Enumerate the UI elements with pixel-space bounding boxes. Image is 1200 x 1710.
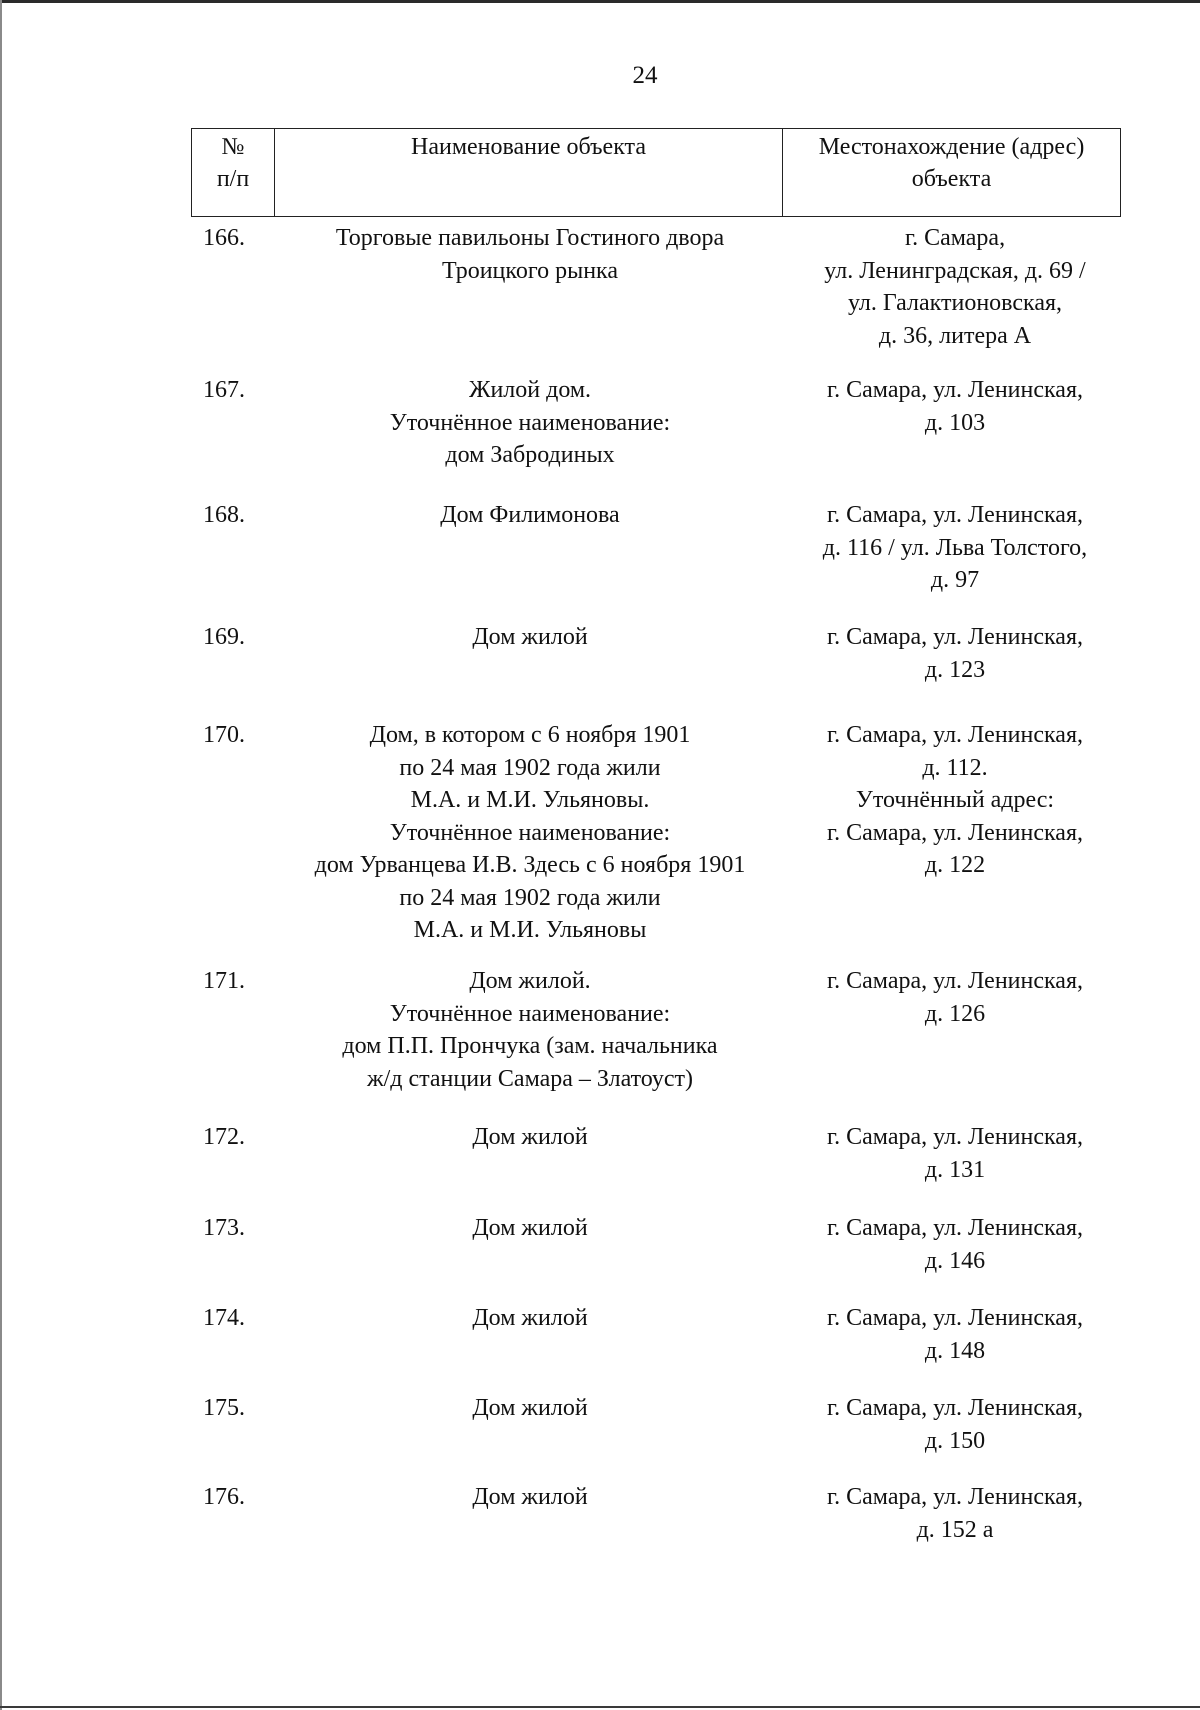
object-name — [275, 499, 785, 532]
header-name: Наименование объекта — [411, 134, 646, 160]
object-address-line: г. Самара, ул. Ленинская, — [827, 819, 1083, 846]
row-number: 173. — [203, 1215, 245, 1241]
object-address-line: г. Самара, ул. Ленинская, — [827, 722, 1083, 748]
object-address-line: г. Самара, — [904, 225, 1006, 251]
object-address-line: Уточнённый адрес: — [855, 787, 1055, 813]
header-address-line-2: объекта — [911, 166, 992, 192]
row-number: 169. — [203, 624, 245, 650]
object-name-line: Дом, в котором с 6 ноября 1901 — [369, 722, 691, 748]
object-address-line: д. 116 / ул. Льва Толстого, — [822, 534, 1088, 561]
object-address — [790, 499, 1120, 597]
object-name-line: М.А. и М.И. Ульяновы — [413, 917, 647, 943]
object-address-line: д. 150 — [924, 1427, 986, 1454]
object-name-line: Дом жилой — [472, 1215, 588, 1241]
object-address-line: д. 146 — [924, 1247, 986, 1274]
object-address — [790, 719, 1120, 882]
object-address-line: ул. Ленинградская, д. 69 / — [824, 257, 1086, 284]
row-number: 171. — [203, 968, 245, 994]
row-number: 166. — [203, 225, 245, 251]
object-name-line: Жилой дом. — [468, 377, 592, 403]
row-number: 174. — [203, 1305, 245, 1331]
object-address-line: г. Самара, ул. Ленинская, — [827, 502, 1083, 528]
object-name-line: М.А. и М.И. Ульяновы. — [410, 787, 650, 813]
object-address — [790, 621, 1120, 686]
object-name-line: Дом жилой — [472, 1124, 588, 1150]
object-address-line: г. Самара, ул. Ленинская, — [827, 1215, 1083, 1241]
object-name-line: Уточнённое наименование: — [389, 819, 671, 846]
header-number-line-2: п/п — [216, 166, 250, 192]
row-number: 168. — [203, 502, 245, 528]
object-address-line: г. Самара, ул. Ленинская, — [827, 1395, 1083, 1421]
object-name — [275, 1302, 785, 1335]
object-name-line: Уточнённое наименование: — [389, 1000, 671, 1027]
object-address-line: д. 112. — [922, 754, 988, 781]
object-name — [275, 1392, 785, 1425]
row-number: 167. — [203, 377, 245, 403]
object-address — [790, 1392, 1120, 1457]
object-address-line: ул. Галактионовская, — [847, 290, 1063, 316]
object-address-line: д. 103 — [924, 409, 986, 436]
object-address — [790, 1302, 1120, 1367]
page-number: 24 — [632, 62, 658, 89]
object-name-line: Троицкого рынка — [441, 257, 619, 284]
object-name — [275, 374, 785, 472]
object-name — [275, 719, 785, 947]
object-name-line: дом Урванцева И.В. Здесь с 6 ноября 1901 — [314, 852, 746, 878]
object-address-line: д. 126 — [924, 1000, 986, 1027]
object-name-line: Торговые павильоны Гостиного двора — [335, 225, 725, 251]
object-name-line: ж/д станции Самара – Златоуст) — [366, 1065, 693, 1092]
object-address — [790, 222, 1120, 352]
object-name-line: Уточнённое наименование: — [389, 409, 671, 436]
object-name-line: Дом жилой — [472, 624, 588, 650]
object-address — [790, 1481, 1120, 1546]
object-address-line: г. Самара, ул. Ленинская, — [827, 1305, 1083, 1331]
object-address-line: д. 123 — [924, 656, 986, 683]
row-number: 172. — [203, 1124, 245, 1150]
object-address — [790, 1121, 1120, 1186]
object-address-line: г. Самара, ул. Ленинская, — [827, 968, 1083, 994]
header-number-line-1: № — [221, 134, 245, 160]
object-address — [790, 374, 1120, 439]
object-name-line: Дом жилой — [472, 1305, 588, 1331]
row-number: 170. — [203, 722, 245, 748]
object-name-line: Дом жилой — [472, 1395, 588, 1421]
object-address-line: д. 97 — [930, 567, 980, 593]
row-number: 176. — [203, 1484, 245, 1510]
object-name-line: дом Забродиных — [445, 442, 615, 468]
object-address-line: г. Самара, ул. Ленинская, — [827, 377, 1083, 403]
object-name — [275, 1212, 785, 1245]
object-name — [275, 621, 785, 654]
object-name-line: Дом Филимонова — [440, 502, 620, 528]
object-name-line: по 24 мая 1902 года жили — [399, 884, 661, 911]
header-address-line-1: Местонахождение (адрес) — [818, 134, 1085, 160]
object-name-line: Дом жилой. — [469, 968, 591, 994]
object-name-line: Дом жилой — [472, 1484, 588, 1510]
object-address-line: д. 36, литера А — [878, 322, 1032, 349]
object-address-line: г. Самара, ул. Ленинская, — [827, 1124, 1083, 1150]
object-name-line: по 24 мая 1902 года жили — [399, 754, 661, 781]
object-name — [275, 222, 785, 287]
object-name — [275, 965, 785, 1095]
object-name-line: дом П.П. Прончука (зам. начальника — [342, 1033, 718, 1059]
object-address-line: д. 148 — [924, 1337, 986, 1364]
object-address-line: г. Самара, ул. Ленинская, — [827, 624, 1083, 650]
row-number: 175. — [203, 1395, 245, 1421]
object-address-line: д. 122 — [924, 852, 986, 878]
object-address-line: г. Самара, ул. Ленинская, — [827, 1484, 1083, 1510]
object-address — [790, 1212, 1120, 1277]
object-name — [275, 1481, 785, 1514]
object-address — [790, 965, 1120, 1030]
object-name — [275, 1121, 785, 1154]
object-address-line: д. 152 а — [916, 1516, 994, 1543]
object-address-line: д. 131 — [924, 1156, 986, 1183]
